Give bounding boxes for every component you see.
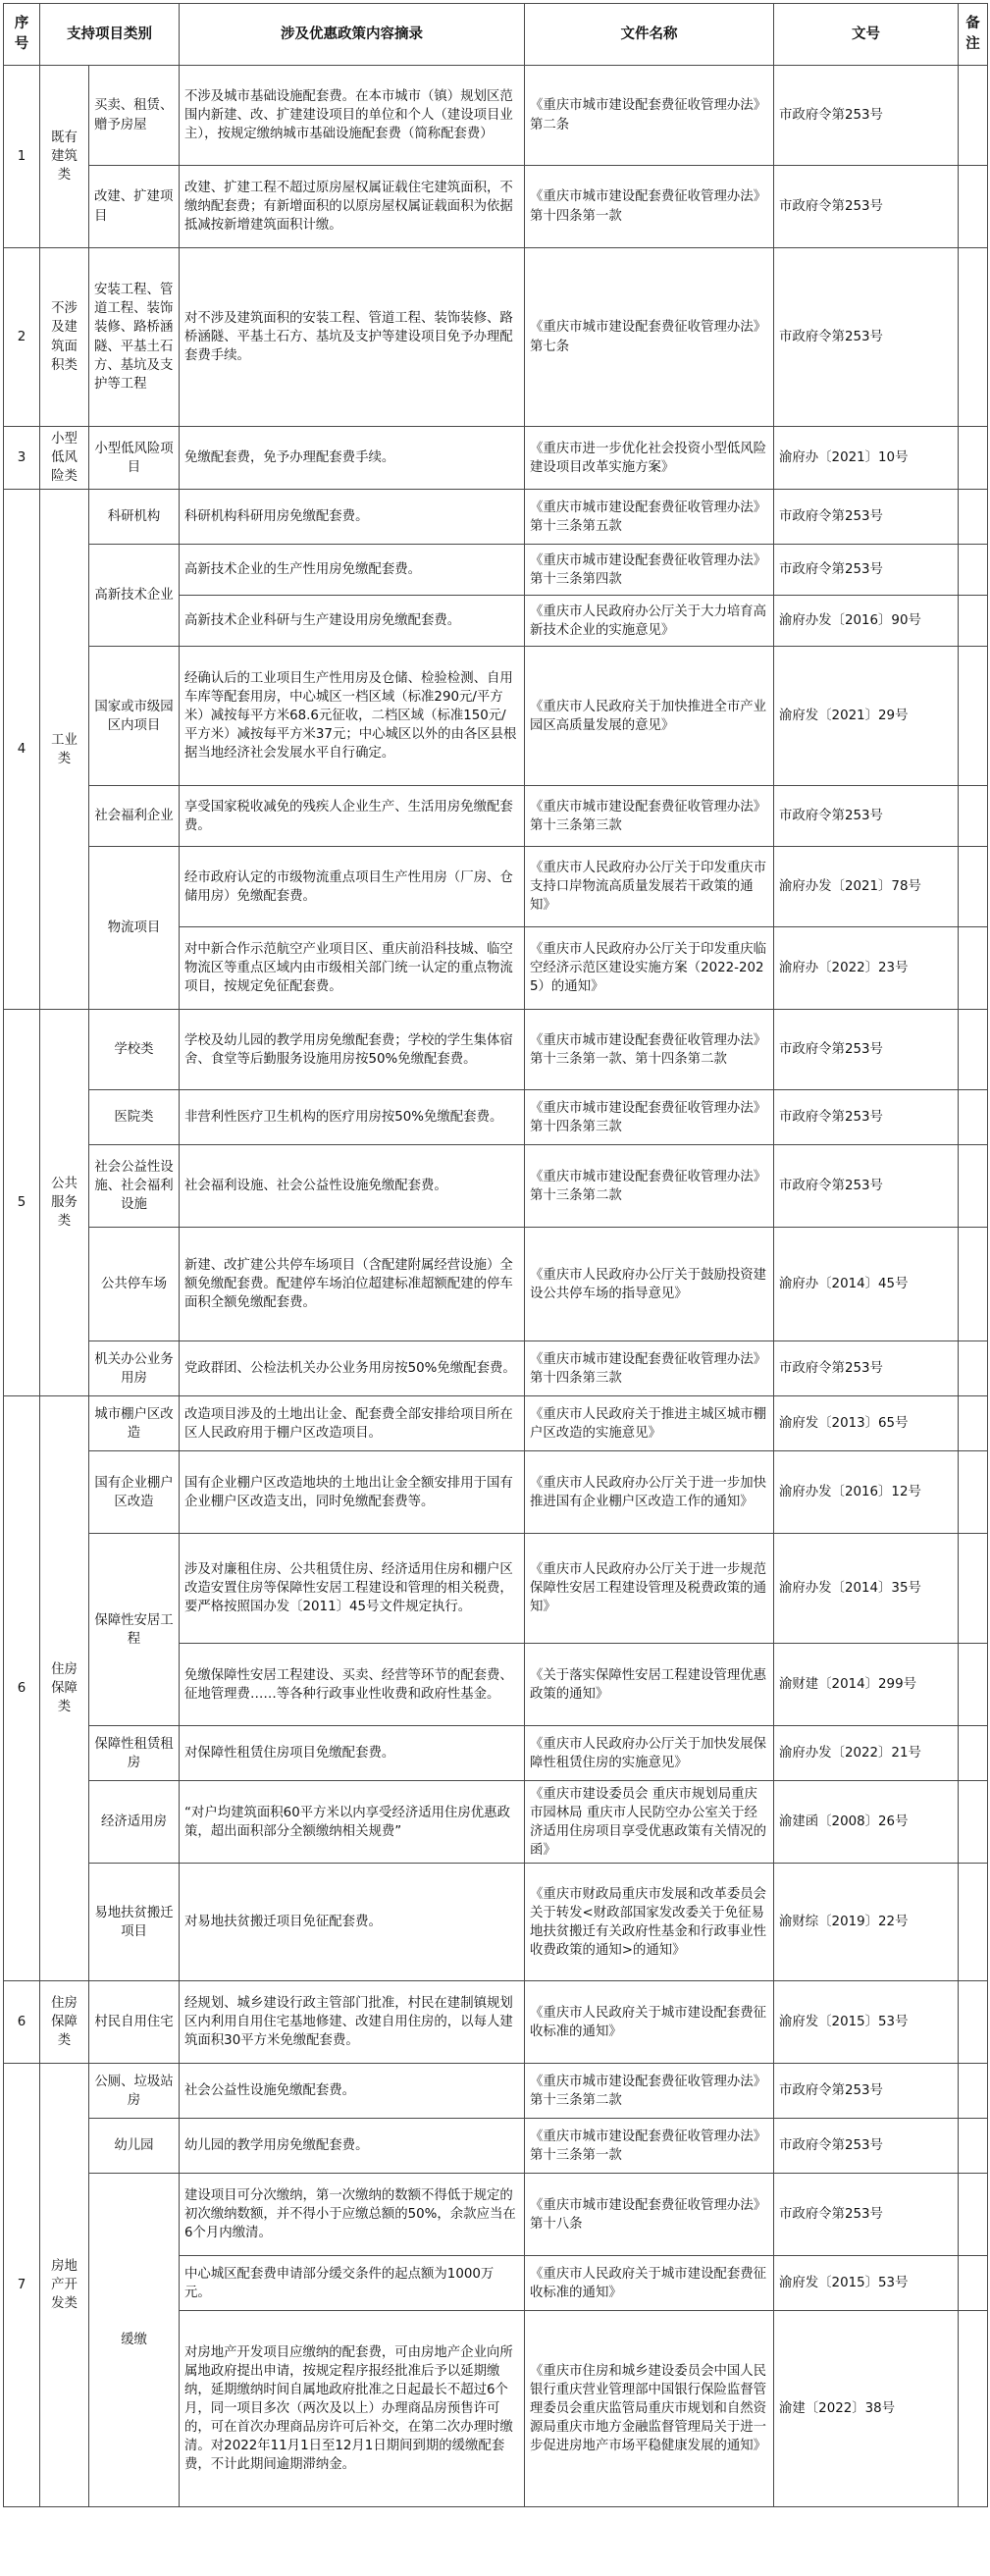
row-doc-number: 渝府办发〔2021〕78号 xyxy=(774,847,959,927)
row-policy: 涉及对廉租住房、公共租赁住房、经济适用住房和棚户区改造安置住房等保障性安居工程建设和管理的相关税费，要严格按照国办发〔2011〕45号文件规定执行。 xyxy=(180,1534,525,1644)
row-policy: 国有企业棚户区改造地块的土地出让金全额安排用于国有企业棚户区改造支出，同时免缴配套费等。 xyxy=(180,1451,525,1534)
row-document: 《重庆市城市建设配套费征收管理办法》第十八条 xyxy=(525,2174,774,2256)
row-remark xyxy=(959,427,988,490)
row-category: 住房保障类 xyxy=(40,1981,89,2064)
row-document: 《重庆市住房和城乡建设委员会中国人民银行重庆营业管理部中国银行保险监督管理委员会重庆监管局重庆市规划和自然资源局重庆市地方金融监督管理局关于进一步促进房地产市场平稳健康发展的通知》 xyxy=(525,2311,774,2507)
row-document: 《重庆市城市建设配套费征收管理办法》第七条 xyxy=(525,248,774,427)
row-doc-number: 渝府办发〔2022〕21号 xyxy=(774,1726,959,1781)
table-row xyxy=(4,1228,988,1341)
row-doc-number: 市政府令第253号 xyxy=(774,66,959,166)
row-remark xyxy=(959,1010,988,1090)
row-subcategory: 机关办公业务用房 xyxy=(89,1341,180,1396)
row-subcategory: 学校类 xyxy=(89,1010,180,1090)
row-policy: 享受国家税收减免的残疾人企业生产、生活用房免缴配套费。 xyxy=(180,786,525,847)
row-doc-number: 市政府令第253号 xyxy=(774,490,959,545)
table-row xyxy=(4,1451,988,1534)
row-remark xyxy=(959,1534,988,1644)
row-subcategory: 保障性安居工程 xyxy=(89,1534,180,1726)
row-document: 《重庆市人民政府办公厅关于进一步规范保障性安居工程建设管理及税费政策的通知》 xyxy=(525,1534,774,1644)
table-row xyxy=(4,2119,988,2174)
row-subcategory: 改建、扩建项目 xyxy=(89,166,180,248)
row-remark xyxy=(959,248,988,427)
row-subcategory: 小型低风险项目 xyxy=(89,427,180,490)
row-subcategory: 村民自用住宅 xyxy=(89,1981,180,2064)
row-doc-number: 渝府办〔2014〕45号 xyxy=(774,1228,959,1341)
row-policy: 经确认后的工业项目生产性用房及仓储、检验检测、自用车库等配套用房，中心城区一档区域（标准290元/平方米）减按每平方米68.6元征收，二档区域（标准150元/平方米）减按每平方米37元；中心城区以外的由各区县根据当地经济社会发展水平自行确定。 xyxy=(180,647,525,786)
row-remark xyxy=(959,1145,988,1228)
row-doc-number: 渝府办发〔2016〕12号 xyxy=(774,1451,959,1534)
row-policy: 高新技术企业的生产性用房免缴配套费。 xyxy=(180,545,525,596)
row-category: 小型低风险类 xyxy=(40,427,89,490)
row-remark xyxy=(959,1090,988,1145)
row-index: 6 xyxy=(4,1396,40,1981)
row-doc-number: 渝财建〔2014〕299号 xyxy=(774,1644,959,1726)
row-remark xyxy=(959,596,988,647)
row-policy: 免缴保障性安居工程建设、买卖、经营等环节的配套费、征地管理费……等各种行政事业性收费和政府性基金。 xyxy=(180,1644,525,1726)
row-remark xyxy=(959,545,988,596)
table-row xyxy=(4,847,988,927)
row-policy: 免缴配套费，免予办理配套费手续。 xyxy=(180,427,525,490)
row-remark xyxy=(959,647,988,786)
table-row xyxy=(4,545,988,596)
row-document: 《重庆市人民政府关于城市建设配套费征收标准的通知》 xyxy=(525,1981,774,2064)
row-subcategory: 缓缴 xyxy=(89,2174,180,2507)
row-policy: 改造项目涉及的土地出让金、配套费全部安排给项目所在区人民政府用于棚户区改造项目。 xyxy=(180,1396,525,1451)
row-document: 《重庆市人民政府办公厅关于加快发展保障性租赁住房的实施意见》 xyxy=(525,1726,774,1781)
row-remark xyxy=(959,2311,988,2507)
row-doc-number: 市政府令第253号 xyxy=(774,248,959,427)
row-document: 《重庆市进一步优化社会投资小型低风险建设项目改革实施方案》 xyxy=(525,427,774,490)
row-policy: 非营利性医疗卫生机构的医疗用房按50%免缴配套费。 xyxy=(180,1090,525,1145)
row-subcategory: 易地扶贫搬迁项目 xyxy=(89,1864,180,1981)
row-policy: 建设项目可分次缴纳，第一次缴纳的数额不得低于规定的初次缴纳数额，并不得小于应缴总额的50%，余款应当在6个月内缴清。 xyxy=(180,2174,525,2256)
row-subcategory: 公共停车场 xyxy=(89,1228,180,1341)
row-doc-number: 市政府令第253号 xyxy=(774,1341,959,1396)
row-remark xyxy=(959,2119,988,2174)
row-policy: 对不涉及建筑面积的安装工程、管道工程、装饰装修、路桥涵隧、平基土石方、基坑及支护等建设项目免予办理配套费手续。 xyxy=(180,248,525,427)
row-subcategory: 物流项目 xyxy=(89,847,180,1010)
table-row xyxy=(4,66,988,166)
row-policy: 对易地扶贫搬迁项目免征配套费。 xyxy=(180,1864,525,1981)
header-index: 序号 xyxy=(4,4,40,66)
row-doc-number: 市政府令第253号 xyxy=(774,2119,959,2174)
row-document: 《重庆市人民政府办公厅关于印发重庆市支持口岸物流高质量发展若干政策的通知》 xyxy=(525,847,774,927)
row-remark xyxy=(959,490,988,545)
row-remark xyxy=(959,66,988,166)
table-row xyxy=(4,490,988,545)
row-doc-number: 市政府令第253号 xyxy=(774,166,959,248)
row-subcategory: 保障性租赁租房 xyxy=(89,1726,180,1781)
row-policy: 不涉及城市基础设施配套费。在本市城市（镇）规划区范围内新建、改、扩建建设项目的单位和个人（建设项目业主），按规定缴纳城市基础设施配套费（简称配套费） xyxy=(180,66,525,166)
row-doc-number: 渝财综〔2019〕22号 xyxy=(774,1864,959,1981)
table-row xyxy=(4,427,988,490)
row-doc-number: 渝府发〔2021〕29号 xyxy=(774,647,959,786)
row-subcategory: 国家或市级园区内项目 xyxy=(89,647,180,786)
row-document: 《重庆市城市建设配套费征收管理办法》第十三条第二款 xyxy=(525,2064,774,2119)
row-category: 工业类 xyxy=(40,490,89,1010)
row-subcategory: 社会公益性设施、社会福利设施 xyxy=(89,1145,180,1228)
row-policy: 经规划、城乡建设行政主管部门批准，村民在建制镇规划区内利用自用住宅基地修建、改建自用住房的，以每人建筑面积30平方米免缴配套费。 xyxy=(180,1981,525,2064)
row-category: 不涉及建筑面积类 xyxy=(40,248,89,427)
table-row xyxy=(4,2064,988,2119)
row-subcategory: 经济适用房 xyxy=(89,1781,180,1864)
row-index: 3 xyxy=(4,427,40,490)
row-subcategory: 公厕、垃圾站房 xyxy=(89,2064,180,2119)
row-remark xyxy=(959,2256,988,2311)
row-policy: 改建、扩建工程不超过原房屋权属证载住宅建筑面积，不缴纳配套费；有新增面积的以原房屋权属证载面积为依据抵减按新增建筑面积计缴。 xyxy=(180,166,525,248)
row-remark xyxy=(959,1341,988,1396)
row-policy: 新建、改扩建公共停车场项目（含配建附属经营设施）全额免缴配套费。配建停车场泊位超建标准超额配建的停车面积全额免缴配套费。 xyxy=(180,1228,525,1341)
row-doc-number: 渝府办〔2021〕10号 xyxy=(774,427,959,490)
row-document: 《重庆市人民政府办公厅关于印发重庆临空经济示范区建设实施方案（2022-2025）的通知》 xyxy=(525,927,774,1010)
table-row xyxy=(4,1090,988,1145)
header-remark: 备注 xyxy=(959,4,988,66)
row-category: 房地产开发类 xyxy=(40,2064,89,2507)
row-remark xyxy=(959,847,988,927)
row-doc-number: 渝建〔2022〕38号 xyxy=(774,2311,959,2507)
row-policy: 中心城区配套费申请部分缓交条件的起点额为1000万元。 xyxy=(180,2256,525,2311)
row-policy: 对保障性租赁住房项目免缴配套费。 xyxy=(180,1726,525,1781)
row-remark xyxy=(959,1864,988,1981)
row-document: 《重庆市城市建设配套费征收管理办法》第十四条第三款 xyxy=(525,1341,774,1396)
row-policy: 社会福利设施、社会公益性设施免缴配套费。 xyxy=(180,1145,525,1228)
row-remark xyxy=(959,1981,988,2064)
row-remark xyxy=(959,927,988,1010)
table-row xyxy=(4,248,988,427)
row-remark xyxy=(959,1228,988,1341)
row-remark xyxy=(959,2174,988,2256)
row-document: 《重庆市城市建设配套费征收管理办法》第十三条第五款 xyxy=(525,490,774,545)
row-document: 《重庆市财政局重庆市发展和改革委员会关于转发<财政部国家发改委关于免征易地扶贫搬迁有关政府性基金和行政事业性收费政策的通知>的通知》 xyxy=(525,1864,774,1981)
row-subcategory: 社会福利企业 xyxy=(89,786,180,847)
row-doc-number: 渝府发〔2013〕65号 xyxy=(774,1396,959,1451)
row-remark xyxy=(959,1451,988,1534)
row-document: 《重庆市人民政府关于推进主城区城市棚户区改造的实施意见》 xyxy=(525,1396,774,1451)
row-doc-number: 市政府令第253号 xyxy=(774,1145,959,1228)
row-category: 住房保障类 xyxy=(40,1396,89,1981)
row-subcategory: 科研机构 xyxy=(89,490,180,545)
row-remark xyxy=(959,166,988,248)
row-category: 公共服务类 xyxy=(40,1010,89,1396)
row-doc-number: 市政府令第253号 xyxy=(774,2174,959,2256)
row-remark xyxy=(959,1781,988,1864)
row-doc-number: 渝府发〔2015〕53号 xyxy=(774,1981,959,2064)
table-row xyxy=(4,1864,988,1981)
row-policy: 幼儿园的教学用房免缴配套费。 xyxy=(180,2119,525,2174)
row-doc-number: 渝府办〔2022〕23号 xyxy=(774,927,959,1010)
table-row xyxy=(4,1981,988,2064)
row-subcategory: 安装工程、管道工程、装饰装修、路桥涵隧、平基土石方、基坑及支护等工程 xyxy=(89,248,180,427)
row-subcategory: 幼儿园 xyxy=(89,2119,180,2174)
table-row xyxy=(4,1781,988,1864)
table-row xyxy=(4,647,988,786)
header-doc-number: 文号 xyxy=(774,4,959,66)
header-category: 支持项目类别 xyxy=(40,4,180,66)
row-document: 《重庆市人民政府办公厅关于进一步加快推进国有企业棚户区改造工作的通知》 xyxy=(525,1451,774,1534)
row-doc-number: 渝建函〔2008〕26号 xyxy=(774,1781,959,1864)
row-document: 《重庆市城市建设配套费征收管理办法》第十三条第一款 xyxy=(525,2119,774,2174)
row-document: 《重庆市城市建设配套费征收管理办法》第十四条第三款 xyxy=(525,1090,774,1145)
row-doc-number: 渝府发〔2015〕53号 xyxy=(774,2256,959,2311)
table-row xyxy=(4,1341,988,1396)
row-index: 6 xyxy=(4,1981,40,2064)
table-row xyxy=(4,1145,988,1228)
row-policy: “对户均建筑面积60平方米以内享受经济适用住房优惠政策，超出面积部分全额缴纳相关规费” xyxy=(180,1781,525,1864)
row-doc-number: 市政府令第253号 xyxy=(774,1010,959,1090)
row-policy: 学校及幼儿园的教学用房免缴配套费；学校的学生集体宿舍、食堂等后勤服务设施用房按50%免缴配套费。 xyxy=(180,1010,525,1090)
row-document: 《重庆市建设委员会 重庆市规划局重庆市园林局 重庆市人民防空办公室关于经济适用住房项目享受优惠政策有关情况的函》 xyxy=(525,1781,774,1864)
row-document: 《重庆市城市建设配套费征收管理办法》第十四条第一款 xyxy=(525,166,774,248)
row-document: 《重庆市人民政府关于加快推进全市产业园区高质量发展的意见》 xyxy=(525,647,774,786)
row-document: 《重庆市人民政府关于城市建设配套费征收标准的通知》 xyxy=(525,2256,774,2311)
row-index: 7 xyxy=(4,2064,40,2507)
row-policy: 对房地产开发项目应缴纳的配套费，可由房地产企业向所属地政府提出申请，按规定程序报经批准后予以延期缴纳，延期缴纳时间自属地政府批准之日起最长不超过6个月，同一项目多次（两次及以上）办理商品房预售许可的，可在首次办理商品房许可后补交，在第二次办理时缴清。对2022年11月1日至12月1日期间到期的缓缴配套费，不计此期间逾期滞纳金。 xyxy=(180,2311,525,2507)
row-remark xyxy=(959,1726,988,1781)
row-category: 既有建筑类 xyxy=(40,66,89,248)
row-policy: 经市政府认定的市级物流重点项目生产性用房（厂房、仓储用房）免缴配套费。 xyxy=(180,847,525,927)
table-row xyxy=(4,1010,988,1090)
row-policy: 高新技术企业科研与生产建设用房免缴配套费。 xyxy=(180,596,525,647)
row-document: 《重庆市城市建设配套费征收管理办法》第十三条第三款 xyxy=(525,786,774,847)
row-document: 《重庆市城市建设配套费征收管理办法》第二条 xyxy=(525,66,774,166)
row-document: 《重庆市城市建设配套费征收管理办法》第十三条第四款 xyxy=(525,545,774,596)
table-row xyxy=(4,1396,988,1451)
table-row xyxy=(4,2174,988,2256)
row-policy: 对中新合作示范航空产业项目区、重庆前沿科技城、临空物流区等重点区域内由市级相关部门统一认定的重点物流项目，按规定免征配套费。 xyxy=(180,927,525,1010)
row-policy: 社会公益性设施免缴配套费。 xyxy=(180,2064,525,2119)
row-doc-number: 市政府令第253号 xyxy=(774,545,959,596)
row-subcategory: 城市棚户区改造 xyxy=(89,1396,180,1451)
table-row xyxy=(4,1534,988,1644)
table-row xyxy=(4,166,988,248)
row-remark xyxy=(959,2064,988,2119)
row-policy: 科研机构科研用房免缴配套费。 xyxy=(180,490,525,545)
row-remark xyxy=(959,786,988,847)
row-index: 2 xyxy=(4,248,40,427)
row-doc-number: 市政府令第253号 xyxy=(774,786,959,847)
row-subcategory: 医院类 xyxy=(89,1090,180,1145)
row-doc-number: 市政府令第253号 xyxy=(774,1090,959,1145)
row-policy: 党政群团、公检法机关办公业务用房按50%免缴配套费。 xyxy=(180,1341,525,1396)
table-row xyxy=(4,786,988,847)
row-index: 5 xyxy=(4,1010,40,1396)
row-document: 《重庆市城市建设配套费征收管理办法》第十三条第二款 xyxy=(525,1145,774,1228)
row-doc-number: 渝府办发〔2016〕90号 xyxy=(774,596,959,647)
table-row xyxy=(4,1726,988,1781)
policy-table xyxy=(3,3,988,2507)
row-subcategory: 买卖、租赁、赠予房屋 xyxy=(89,66,180,166)
row-index: 1 xyxy=(4,66,40,248)
table-header-row xyxy=(4,4,988,66)
row-document: 《重庆市人民政府办公厅关于鼓励投资建设公共停车场的指导意见》 xyxy=(525,1228,774,1341)
row-doc-number: 市政府令第253号 xyxy=(774,2064,959,2119)
header-document: 文件名称 xyxy=(525,4,774,66)
row-index: 4 xyxy=(4,490,40,1010)
row-subcategory: 国有企业棚户区改造 xyxy=(89,1451,180,1534)
row-subcategory: 高新技术企业 xyxy=(89,545,180,647)
row-doc-number: 渝府办发〔2014〕35号 xyxy=(774,1534,959,1644)
row-remark xyxy=(959,1396,988,1451)
row-remark xyxy=(959,1644,988,1726)
row-document: 《关于落实保障性安居工程建设管理优惠政策的通知》 xyxy=(525,1644,774,1726)
row-document: 《重庆市城市建设配套费征收管理办法》第十三条第一款、第十四条第二款 xyxy=(525,1010,774,1090)
header-policy: 涉及优惠政策内容摘录 xyxy=(180,4,525,66)
row-document: 《重庆市人民政府办公厅关于大力培育高新技术企业的实施意见》 xyxy=(525,596,774,647)
